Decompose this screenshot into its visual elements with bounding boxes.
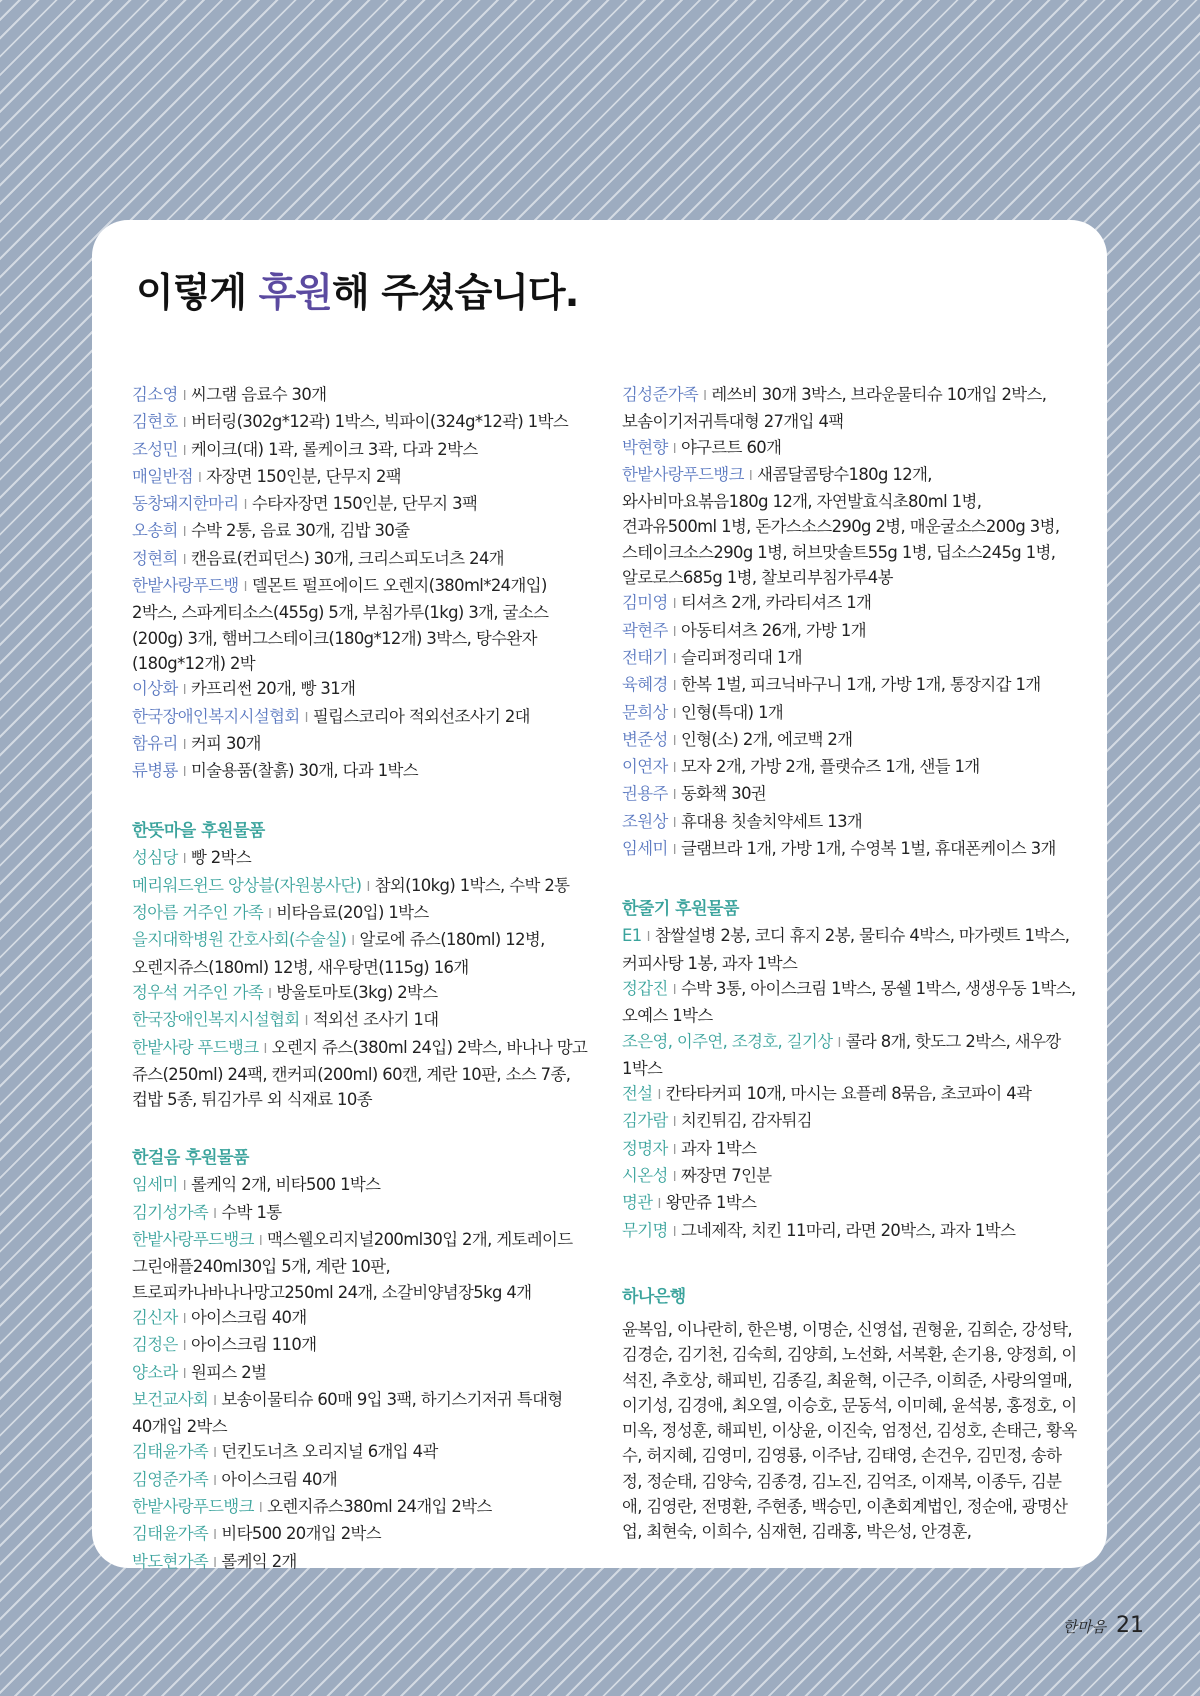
- donation-text: 짜장면 7인분: [680, 1166, 772, 1186]
- donor-entry: 권용주 I 동화책 30권: [622, 784, 767, 804]
- donor-entry: 조성민 I 케이크(대) 1곽, 롤케이크 3곽, 다과 2박스: [132, 439, 478, 459]
- donor-entry: E1 I 참쌀설병 2봉, 코디 휴지 2봉, 물티슈 4박스, 마가렛트 1박스, 커피사탕 1봉, 과자 1박스: [622, 926, 1070, 973]
- donation-text: 델몬트 펄프에이드 오렌지(380ml*24개입) 2박스, 스파게티소스(455g) 5개, 부침가루(1kg) 3개, 굴소스(200g) 3개, 햄버그스테이크(180g*12개) 3박스, 탕수완자(180g*12개) 2박: [132, 576, 549, 673]
- donor-name: 시온성: [622, 1166, 668, 1186]
- magazine-logo: 한마음: [1062, 1618, 1106, 1636]
- donation-text: 미술용품(찰흙) 30개, 다과 1박스: [190, 761, 419, 781]
- donor-name: 김가람: [622, 1111, 668, 1131]
- donor-entry: 명관 I 왕만쥬 1박스: [622, 1193, 757, 1213]
- donor-name: 메리워드윈드 앙상블(자원봉사단): [132, 875, 362, 895]
- donation-text: 칸타타커피 10개, 마시는 요플레 8묶음, 초코파이 4곽: [665, 1084, 1032, 1104]
- donor-entry: 박도현가족 I 롤케익 2개: [132, 1551, 297, 1571]
- donation-text: 적외선 조사기 1대: [312, 1010, 439, 1030]
- donor-name: 보건교사회: [132, 1389, 209, 1409]
- donor-name: 김태윤가족: [132, 1524, 209, 1544]
- donation-text: 왕만쥬 1박스: [665, 1193, 757, 1213]
- donor-entry: 정우석 거주인 가족 I 방울토마토(3kg) 2박스: [132, 982, 438, 1002]
- donor-entry: 전설 I 칸타타커피 10개, 마시는 요플레 8묶음, 초코파이 4곽: [622, 1084, 1032, 1104]
- donation-text: 그네제작, 치킨 11마리, 라면 20박스, 과자 1박스: [680, 1220, 1016, 1240]
- donation-text: 수박 1통: [221, 1202, 282, 1222]
- donation-text: 글램브라 1개, 가방 1개, 수영복 1벌, 휴대폰케이스 3개: [680, 839, 1056, 859]
- donation-text: 수박 2통, 음료 30개, 김밥 30줄: [190, 521, 410, 541]
- donor-name: 정갑진: [622, 978, 668, 998]
- donor-name: 한밭사랑 푸드뱅크: [132, 1037, 259, 1057]
- donation-text: 인형(소) 2개, 에코백 2개: [680, 729, 853, 749]
- donor-name: 무기명: [622, 1220, 668, 1240]
- donor-name: 조원상: [622, 811, 668, 831]
- donor-name: 한밭사랑푸드뱅크: [132, 1230, 254, 1250]
- donor-name: 을지대학병원 간호사회(수술실): [132, 930, 347, 950]
- donation-text: 참쌀설병 2봉, 코디 휴지 2봉, 물티슈 4박스, 마가렛트 1박스, 커피사탕 1봉, 과자 1박스: [622, 926, 1070, 973]
- donor-entry: 변준성 I 인형(소) 2개, 에코백 2개: [622, 729, 853, 749]
- donor-entry: 한밭사랑 푸드뱅크 I 오렌지 쥬스(380ml 24입) 2박스, 바나나 망고 쥬스(250ml) 24팩, 캔커피(200ml) 60캔, 계란 10판, 소스 7종, 컵밥 5종, 튀김가루 외 식재료 10종: [132, 1037, 588, 1110]
- donor-name: 변준성: [622, 729, 668, 749]
- donor-entry: 김미영 I 티셔츠 2개, 카라티셔즈 1개: [622, 593, 872, 613]
- section-heading: 한줄기 후원물품: [622, 899, 739, 920]
- donor-entry: 한국장애인복지시설협회 I 적외선 조사기 1대: [132, 1010, 439, 1030]
- donor-name: 박도현가족: [132, 1551, 209, 1571]
- donation-text: 과자 1박스: [680, 1138, 757, 1158]
- donor-name: 이상화: [132, 679, 178, 699]
- donor-entry: 한밭사랑푸드뱅크 I 맥스웰오리지널200ml30입 2개, 게토레이드 그린애플240ml30입 5개, 계란 10판, 트로피카나바나나망고250ml 24개, 소갈비양념장5kg 4개: [132, 1230, 573, 1302]
- donor-name: 박현향: [622, 437, 668, 457]
- donor-name: 한밭사랑푸드뱅크: [622, 464, 744, 484]
- donor-name: 정명자: [622, 1138, 668, 1158]
- donor-name: 권용주: [622, 784, 668, 804]
- donor-entry: 성심당 I 빵 2박스: [132, 848, 252, 868]
- donation-text: 야구르트 60개: [680, 437, 782, 457]
- donation-text: 수타자장면 150인분, 단무지 3팩: [251, 494, 478, 514]
- donor-name: 곽현주: [622, 620, 668, 640]
- donor-entry: 곽현주 I 아동티셔츠 26개, 가방 1개: [622, 620, 866, 640]
- donor-name: 전태기: [622, 647, 668, 667]
- donation-text: 던킨도너츠 오리지널 6개입 4곽: [221, 1442, 438, 1462]
- title-highlight: 후원: [258, 271, 332, 316]
- donor-name: 매일반점: [132, 466, 193, 486]
- donation-text: 씨그램 음료수 30개: [190, 385, 327, 404]
- donor-entry: 무기명 I 그네제작, 치킨 11마리, 라면 20박스, 과자 1박스: [622, 1220, 1016, 1240]
- donor-entry: 김소영 I 씨그램 음료수 30개: [132, 385, 327, 404]
- donor-entry: 메리워드윈드 앙상블(자원봉사단) I 참외(10kg) 1박스, 수박 2통: [132, 875, 570, 895]
- donation-text: 필립스코리아 적외선조사기 2대: [312, 706, 530, 726]
- donor-entry: 오송희 I 수박 2통, 음료 30개, 김밥 30줄: [132, 521, 410, 541]
- donor-entry: 김현호 I 버터링(302g*12곽) 1박스, 빅파이(324g*12곽) 1박스: [132, 412, 569, 432]
- donation-text: 아이스크림 110개: [190, 1335, 317, 1355]
- donation-text: 아이스크림 40개: [190, 1307, 307, 1327]
- main-donor-list-continued: [622, 382, 1078, 863]
- donation-text: 오렌지쥬스380ml 24개입 2박스: [267, 1496, 492, 1516]
- donation-text: 레쓰비 30개 3박스, 브라운물티슈 10개입 2박스, 보솜이기저귀특대형 27개입 4팩: [622, 385, 1047, 432]
- donation-text: 커피 30개: [190, 733, 261, 753]
- donor-entry: 박현향 I 야구르트 60개: [622, 437, 782, 457]
- donor-name: 조성민: [132, 439, 178, 459]
- section-hanjulgi: [622, 897, 1078, 1245]
- donor-name: 김정은: [132, 1335, 178, 1355]
- donor-name: 성심당: [132, 848, 178, 868]
- donor-name: E1: [622, 926, 642, 946]
- donor-entry: 정갑진 I 수박 3통, 아이스크림 1박스, 몽쉘 1박스, 생생우동 1박스, 오예스 1박스: [622, 978, 1076, 1026]
- donor-name: 김태윤가족: [132, 1442, 209, 1462]
- donation-text: 모자 2개, 가방 2개, 플랫슈즈 1개, 샌들 1개: [680, 757, 980, 777]
- donor-entry: 한밭사랑푸드뱅크 I 새콤달콤탕수180g 12개, 와사비마요볶음180g 12개, 자연발효식초80ml 1병, 견과유500ml 1병, 돈가스소스290g 2병, 매운굴소스200g 3병, 스테이크소스290g 1병, 허브맛솔트55g 1병, 딥소스245g 1병, 알로로스685g 1병, 찰보리부침가루4봉: [622, 464, 1060, 588]
- donation-text: 캔음료(컨피던스) 30개, 크리스피도너츠 24개: [190, 548, 505, 568]
- donor-entry: 김기성가족 I 수박 1통: [132, 1202, 282, 1222]
- donor-names-paragraph: 윤복임, 이나란히, 한은병, 이명순, 신영섭, 권형윤, 김희순, 강성탁, 김경순, 김기천, 김숙희, 김양희, 노선화, 서복환, 손기용, 양정희, 이석진, 추호상, 해피빈, 김종길, 최윤혁, 이근주, 이희준, 사랑의열매, 이기성, 김경애, 최오열, 이승호, 문동석, 이미혜, 윤석봉, 홍정호, 이미옥, 정성훈, 해피빈, 이상윤, 이진숙, 엄정선, 김성호, 손태근, 황옥수, 허지혜, 김영미, 김영룡, 이주남, 김태영, 손건우, 김민정, 송하정, 정순태, 김양숙, 김종경, 김노진, 김억조, 이재복, 이종두, 김분애, 김영란, 전명환, 주현종, 백승민, 이촌회계법인, 정순애, 광명산업, 최현숙, 이희수, 심재현, 김래홍, 박은성, 안경훈,: [622, 1319, 1077, 1542]
- donor-name: 임세미: [622, 839, 668, 859]
- donor-name: 한밭사랑푸드뱅크: [132, 1496, 254, 1516]
- page-title: 이렇게 후원해 주셨습니다.: [136, 271, 579, 316]
- donation-text: 원피스 2벌: [190, 1362, 267, 1382]
- donor-name: 한국장애인복지시설협회: [132, 1010, 300, 1030]
- donor-name: 육혜경: [622, 675, 668, 695]
- donor-entry: 한밭사랑푸드뱅크 I 오렌지쥬스380ml 24개입 2박스: [132, 1496, 492, 1516]
- donor-name: 동창돼지한마리: [132, 494, 239, 514]
- donor-entry: 김성준가족 I 레쓰비 30개 3박스, 브라운물티슈 10개입 2박스, 보솜이기저귀특대형 27개입 4팩: [622, 385, 1047, 432]
- section-heading: 하나은행: [622, 1286, 686, 1307]
- donor-name: 이연자: [622, 757, 668, 777]
- donation-text: 오렌지 쥬스(380ml 24입) 2박스, 바나나 망고 쥬스(250ml) 24팩, 캔커피(200ml) 60캔, 계란 10판, 소스 7종, 컵밥 5종, 튀김가루 외 식재료 10종: [132, 1037, 588, 1110]
- donor-name: 오송희: [132, 521, 178, 541]
- page-footer: [1063, 1613, 1144, 1638]
- donor-entry: 김영준가족 I 아이스크림 40개: [132, 1469, 338, 1489]
- donor-entry: 류병룡 I 미술용품(찰흙) 30개, 다과 1박스: [132, 761, 419, 781]
- donor-name: 함유리: [132, 733, 178, 753]
- donor-entry: 전태기 I 슬리퍼정리대 1개: [622, 647, 803, 667]
- donation-text: 아동티셔츠 26개, 가방 1개: [680, 620, 866, 640]
- donor-entry: 매일반점 I 자장면 150인분, 단무지 2팩: [132, 466, 402, 486]
- donor-name: 김신자: [132, 1307, 178, 1327]
- donor-name: 김미영: [622, 593, 668, 613]
- donor-entry: 임세미 I 롤케익 2개, 비타500 1박스: [132, 1175, 381, 1195]
- donor-entry: 조은영, 이주연, 조경호, 길기상 I 콜라 8개, 핫도그 2박스, 새우깡 1박스: [622, 1031, 1061, 1078]
- section-heading: 한걸음 후원물품: [132, 1148, 249, 1169]
- donation-text: 수박 3통, 아이스크림 1박스, 몽쉘 1박스, 생생우동 1박스, 오예스 1박스: [622, 978, 1076, 1026]
- donation-text: 롤케익 2개: [221, 1551, 297, 1571]
- page-number: 21: [1116, 1613, 1144, 1638]
- donor-entry: 동창돼지한마리 I 수타자장면 150인분, 단무지 3팩: [132, 494, 478, 514]
- donor-entry: 문희상 I 인형(특대) 1개: [622, 702, 784, 722]
- donor-name: 임세미: [132, 1175, 178, 1195]
- main-donor-list: [132, 382, 588, 785]
- donation-text: 휴대용 칫솔치약세트 13개: [680, 811, 863, 831]
- donation-text: 티셔츠 2개, 카라티셔즈 1개: [680, 593, 872, 613]
- donation-text: 새콤달콤탕수180g 12개, 와사비마요볶음180g 12개, 자연발효식초80ml 1병, 견과유500ml 1병, 돈가스소스290g 2병, 매운굴소스200g 3병, 스테이크소스290g 1병, 허브맛솔트55g 1병, 딥소스245g 1병, 알로로스685g 1병, 찰보리부침가루4봉: [622, 464, 1060, 588]
- section-handdeut: [132, 819, 588, 1112]
- donation-text: 카프리썬 20개, 빵 31개: [190, 679, 356, 699]
- donation-text: 보송이물티슈 60매 9입 3팩, 하기스기저귀 특대형 40개입 2박스: [132, 1389, 563, 1437]
- donation-text: 한복 1벌, 피크닉바구니 1개, 가방 1개, 통장지갑 1개: [680, 675, 1041, 695]
- donation-text: 콜라 8개, 핫도그 2박스, 새우깡 1박스: [622, 1031, 1061, 1078]
- donor-name: 정우석 거주인 가족: [132, 982, 264, 1002]
- donor-entry: 시온성 I 짜장면 7인분: [622, 1166, 772, 1186]
- donation-text: 참외(10kg) 1박스, 수박 2통: [374, 875, 570, 895]
- donor-entry: 김태윤가족 I 비타500 20개입 2박스: [132, 1524, 381, 1544]
- content-card: [92, 220, 1107, 1571]
- donation-text: 맥스웰오리지널200ml30입 2개, 게토레이드 그린애플240ml30입 5개, 계란 10판, 트로피카나바나나망고250ml 24개, 소갈비양념장5kg 4개: [132, 1230, 573, 1302]
- donor-name: 류병룡: [132, 761, 178, 781]
- right-column: [622, 382, 1078, 1545]
- donor-name: 김성준가족: [622, 385, 699, 404]
- donor-entry: 양소라 I 원피스 2벌: [132, 1362, 267, 1382]
- donor-entry: 정명자 I 과자 1박스: [622, 1138, 757, 1158]
- donor-entry: 김태윤가족 I 던킨도너츠 오리지널 6개입 4곽: [132, 1442, 438, 1462]
- donor-name: 양소라: [132, 1362, 178, 1382]
- donor-entry: 보건교사회 I 보송이물티슈 60매 9입 3팩, 하기스기저귀 특대형 40개입 2박스: [132, 1389, 563, 1437]
- donation-text: 알로에 쥬스(180ml) 12병, 오렌지쥬스(180ml) 12병, 새우탕면(115g) 16개: [132, 930, 545, 977]
- section-heading: 한뜻마을 후원물품: [132, 821, 265, 842]
- donor-entry: 한밭사랑푸드뱅 I 델몬트 펄프에이드 오렌지(380ml*24개입) 2박스, 스파게티소스(455g) 5개, 부침가루(1kg) 3개, 굴소스(200g) 3개, 햄버그스테이크(180g*12개) 3박스, 탕수완자(180g*12개) 2박: [132, 576, 549, 673]
- donation-text: 아이스크림 40개: [221, 1469, 338, 1489]
- donor-entry: 정현희 I 캔음료(컨피던스) 30개, 크리스피도너츠 24개: [132, 548, 505, 568]
- donation-text: 케이크(대) 1곽, 롤케이크 3곽, 다과 2박스: [190, 439, 478, 459]
- donor-name: 조은영, 이주연, 조경호, 길기상: [622, 1031, 833, 1051]
- donor-entry: 육혜경 I 한복 1벌, 피크닉바구니 1개, 가방 1개, 통장지갑 1개: [622, 675, 1041, 695]
- donor-entry: 임세미 I 글램브라 1개, 가방 1개, 수영복 1벌, 휴대폰케이스 3개: [622, 839, 1056, 859]
- donor-entry: 김정은 I 아이스크림 110개: [132, 1335, 317, 1355]
- donor-entry: 함유리 I 커피 30개: [132, 733, 261, 753]
- donor-entry: 이상화 I 카프리썬 20개, 빵 31개: [132, 679, 356, 699]
- section-hana-bank: [622, 1285, 1078, 1545]
- left-column: [132, 382, 588, 1576]
- donation-text: 인형(특대) 1개: [680, 702, 784, 722]
- donor-entry: 정아름 거주인 가족 I 비타음료(20입) 1박스: [132, 903, 429, 923]
- donor-entry: 김신자 I 아이스크림 40개: [132, 1307, 307, 1327]
- donor-name: 정아름 거주인 가족: [132, 903, 264, 923]
- donation-text: 동화책 30권: [680, 784, 767, 804]
- donation-text: 자장면 150인분, 단무지 2팩: [206, 466, 402, 486]
- donor-name: 정현희: [132, 548, 178, 568]
- donor-name: 김현호: [132, 412, 178, 432]
- donor-entry: 을지대학병원 간호사회(수술실) I 알로에 쥬스(180ml) 12병, 오렌지쥬스(180ml) 12병, 새우탕면(115g) 16개: [132, 930, 545, 977]
- donor-name: 한국장애인복지시설협회: [132, 706, 300, 726]
- donor-name: 김기성가족: [132, 1202, 209, 1222]
- donor-entry: 이연자 I 모자 2개, 가방 2개, 플랫슈즈 1개, 샌들 1개: [622, 757, 980, 777]
- donor-name: 전설: [622, 1084, 653, 1104]
- donation-text: 롤케익 2개, 비타500 1박스: [190, 1175, 381, 1195]
- donation-text: 비타음료(20입) 1박스: [276, 903, 429, 923]
- donor-name: 한밭사랑푸드뱅: [132, 576, 239, 596]
- donation-text: 빵 2박스: [190, 848, 252, 868]
- donor-entry: 김가람 I 치킨튀김, 감자튀김: [622, 1111, 813, 1131]
- donation-text: 슬리퍼정리대 1개: [680, 647, 803, 667]
- donation-text: 치킨튀김, 감자튀김: [680, 1111, 813, 1131]
- section-hangeoreum: [132, 1146, 588, 1575]
- donor-name: 문희상: [622, 702, 668, 722]
- donation-text: 방울토마토(3kg) 2박스: [276, 982, 438, 1002]
- donor-name: 김영준가족: [132, 1469, 209, 1489]
- donor-entry: 조원상 I 휴대용 칫솔치약세트 13개: [622, 811, 863, 831]
- donor-entry: 한국장애인복지시설협회 I 필립스코리아 적외선조사기 2대: [132, 706, 530, 726]
- donor-name: 김소영: [132, 385, 178, 404]
- donation-text: 버터링(302g*12곽) 1박스, 빅파이(324g*12곽) 1박스: [190, 412, 569, 432]
- donation-text: 비타500 20개입 2박스: [221, 1524, 381, 1544]
- donor-name: 명관: [622, 1193, 653, 1213]
